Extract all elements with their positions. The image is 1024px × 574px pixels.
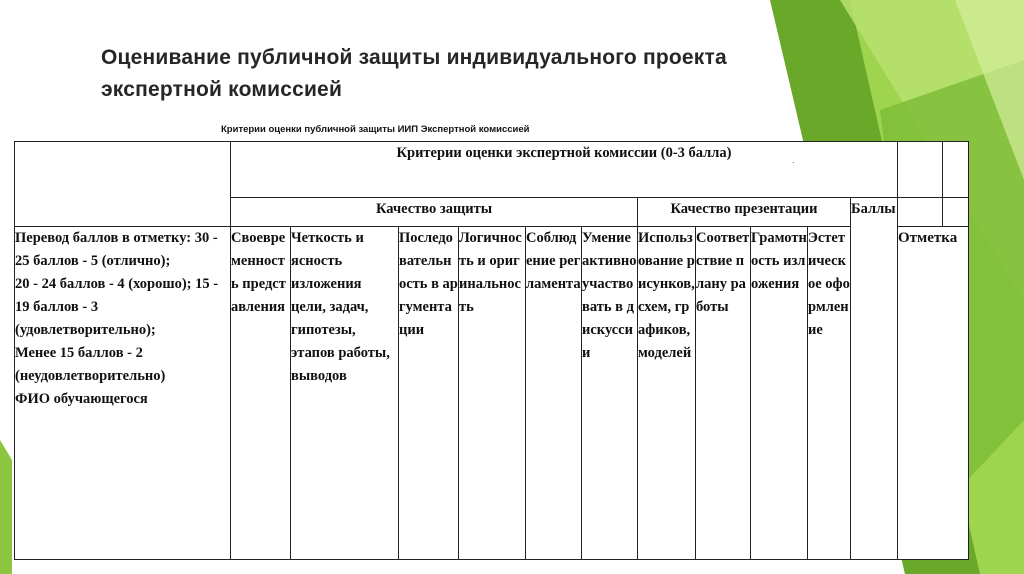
criterion-argumentation: Последовательность в аргументации [399,227,459,560]
criterion-visuals: Использование рисунков, схем, графиков, моделей [638,227,696,560]
group-presentation-quality: Качество презентации [638,198,851,227]
criterion-timeliness: Своевременность представления [231,227,291,560]
group-defense-quality: Качество защиты [231,198,638,227]
criterion-aesthetics: Эстетическое оформление [808,227,851,560]
criterion-clarity: Четкость и ясность изложения цели, задач, гипотезы, этапов работы, выводов [291,227,399,560]
criterion-time-limit: Соблюдение регламента [526,227,582,560]
criterion-literacy: Грамотность изложения [751,227,808,560]
criterion-logic-originality: Логичность и оригинальность [459,227,526,560]
grading-line-3: Менее 15 баллов - 2 (неудовлетворительно) [15,345,166,384]
criteria-header: Критерии оценки экспертной комиссии (0-3 балла) [231,142,898,198]
grade-column-header: Отметка [898,227,969,560]
header-spacer-cell [898,142,943,198]
criteria-table [14,141,969,560]
slide-title: Оценивание публичной защиты индивидуального проекта экспертной комиссией [101,46,727,101]
header-row [15,142,969,198]
criteria-row [15,227,969,560]
criterion-plan-match: Соответствие плану работы [696,227,751,560]
table-caption: Критерии оценки публичной защиты ИИП Экспертной комиссией [221,124,530,135]
criterion-discussion: Умение активно участвовать в дискуссии [582,227,638,560]
group-edge-cell [943,198,969,227]
empty-header-cell [15,142,231,227]
stray-dot: . [792,155,795,165]
grading-line-1: Перевод баллов в отметку: 30 - 25 баллов - 5 (отлично); [15,230,218,269]
group-spacer-cell [898,198,943,227]
header-edge-cell [943,142,969,198]
student-name-label: ФИО обучающегося [15,391,148,407]
points-column-header: Баллы [851,198,898,560]
grading-line-2: 20 - 24 баллов - 4 (хорошо); 15 - 19 баллов - 3 (удовлетворительно); [15,276,219,338]
grading-description [15,227,231,560]
